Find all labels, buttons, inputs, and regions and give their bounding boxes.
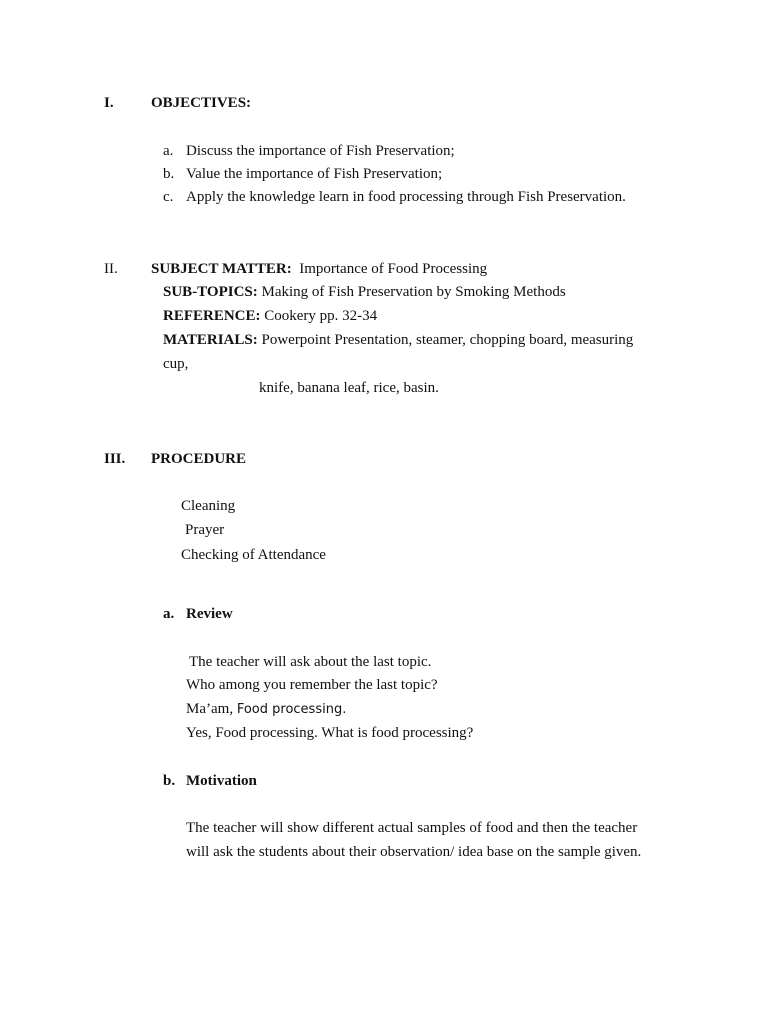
materials-line <box>163 331 633 349</box>
subtopics-value: Making of Fish Preservation by Smoking Methods <box>261 284 566 300</box>
objective-letter-b: b. <box>163 166 175 182</box>
preliminary-prayer: Prayer <box>185 522 225 538</box>
materials-wrap: cup, <box>163 356 189 372</box>
materials-value: Powerpoint Presentation, steamer, chopping board, measuring <box>261 332 634 348</box>
review-heading: Review <box>186 606 233 622</box>
objective-letter-c: c. <box>163 189 174 205</box>
materials-continuation: knife, banana leaf, rice, basin. <box>259 380 439 396</box>
review-answer-value: Food processing. <box>236 702 347 717</box>
motivation-letter: b. <box>163 773 176 789</box>
review-line-3: Yes, Food processing. What is food processing? <box>186 725 474 741</box>
motivation-heading: Motivation <box>186 773 257 789</box>
review-answer-line <box>186 700 346 719</box>
objective-letter-a: a. <box>163 143 174 159</box>
reference-label: REFERENCE: <box>163 308 261 324</box>
review-answer-prefix: Ma’am, <box>186 701 237 717</box>
subject-matter-value: Importance of Food Processing <box>299 261 488 277</box>
reference-line <box>163 307 377 325</box>
reference-value: Cookery pp. 32-34 <box>264 308 378 324</box>
preliminary-cleaning: Cleaning <box>181 498 236 514</box>
objective-item-c: Apply the knowledge learn in food processing through Fish Preservation. <box>186 189 626 205</box>
review-letter: a. <box>163 606 175 622</box>
objective-item-b: Value the importance of Fish Preservation; <box>186 166 443 182</box>
subject-matter-line <box>151 260 487 278</box>
subject-matter-heading: SUBJECT MATTER: <box>151 261 292 277</box>
objectives-heading: OBJECTIVES: <box>151 95 252 111</box>
section-numeral-ii: II. <box>104 261 118 277</box>
procedure-heading: PROCEDURE <box>151 451 247 467</box>
materials-label: MATERIALS: <box>163 332 258 348</box>
section-numeral-i: I. <box>104 95 114 111</box>
review-line-2: Who among you remember the last topic? <box>186 677 438 693</box>
motivation-line-1: The teacher will show different actual samples of food and then the teacher <box>186 820 638 836</box>
preliminary-attendance: Checking of Attendance <box>181 547 326 563</box>
subtopics-label: SUB-TOPICS: <box>163 284 258 300</box>
motivation-line-2: will ask the students about their observation/ idea base on the sample given. <box>186 844 642 860</box>
review-line-1: The teacher will ask about the last topic. <box>189 654 432 670</box>
subtopics-line <box>163 283 566 301</box>
section-numeral-iii: III. <box>104 451 126 467</box>
objective-item-a: Discuss the importance of Fish Preservation; <box>186 143 455 159</box>
